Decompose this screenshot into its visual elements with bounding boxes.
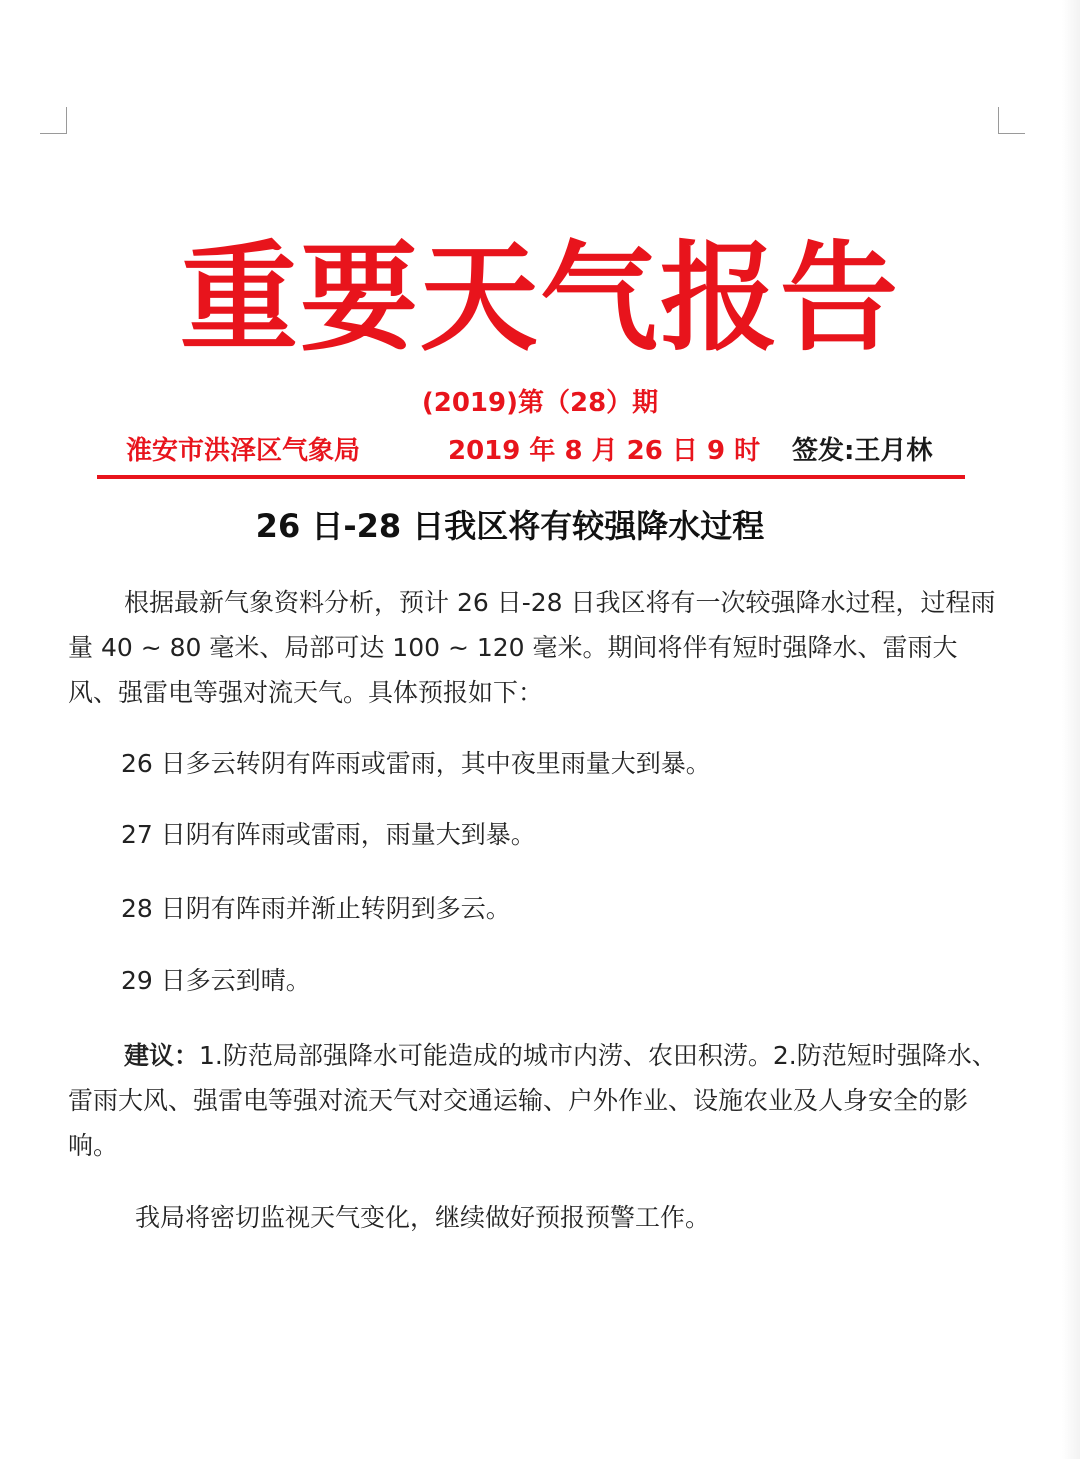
issue-number: (2019)第（28）期 <box>421 388 659 418</box>
header-divider <box>97 475 965 479</box>
closing-statement: 我局将密切监视天气变化，继续做好预报预警工作。 <box>135 1203 711 1232</box>
signer: 签发:王月林 <box>792 436 933 466</box>
issuing-agency: 淮安市洪泽区气象局 <box>126 436 361 466</box>
advice-text: 1.防范局部强降水可能造成的城市内涝、农田积涝。2.防范短时强降水、雷雨大风、强雷电等强对流天气对交通运输、户外作业、设施农业及人身安全的影响。 <box>68 1041 997 1160</box>
forecast-day-28: 28 日阴有阵雨并渐止转阴到多云。 <box>121 894 511 923</box>
intro-paragraph: 根据最新气象资料分析，预计 26 日-28 日我区将有一次较强降水过程，过程雨量 40 ~ 80 毫米、局部可达 100 ~ 120 毫米。期间将伴有短时强降水、雷雨大风、强雷电等强对流天气。具体预报如下： <box>68 588 996 707</box>
advice-paragraph <box>68 1033 998 1168</box>
advice-label: 建议： <box>124 1041 200 1070</box>
report-banner-title: 重要天气报告 <box>179 229 900 367</box>
document-title: 26 日-28 日我区将有较强降水过程 <box>255 507 765 545</box>
forecast-day-26: 26 日多云转阴有阵雨或雷雨，其中夜里雨量大到暴。 <box>121 749 711 778</box>
forecast-day-27: 27 日阴有阵雨或雷雨，雨量大到暴。 <box>121 820 536 849</box>
margin-corner-top-left <box>40 107 67 134</box>
page-edge-shadow <box>1062 0 1080 1459</box>
issue-date: 2019 年 8 月 26 日 9 时 <box>448 436 761 466</box>
forecast-day-29: 29 日多云到晴。 <box>121 966 311 995</box>
margin-corner-top-right <box>998 107 1025 134</box>
